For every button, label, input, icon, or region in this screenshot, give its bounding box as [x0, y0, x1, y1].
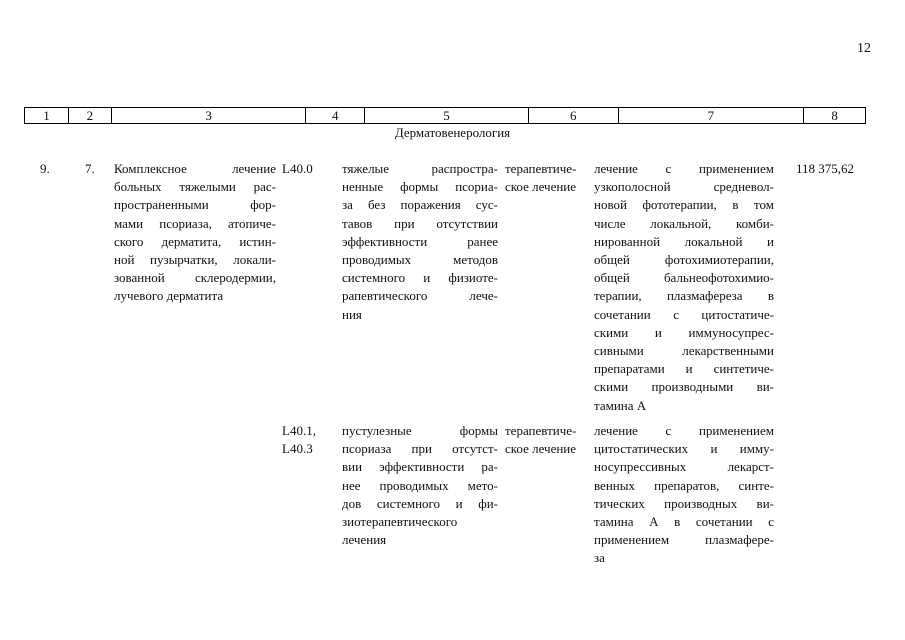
text-line: зиотерапевтического: [342, 514, 458, 530]
text-line: пустулезные формы: [342, 423, 498, 438]
row-number: 9.: [40, 161, 50, 176]
text-line: дов системного и фи-: [342, 495, 498, 511]
text-line: лечение с применением: [594, 161, 774, 176]
treatment-method: [594, 422, 774, 568]
text-line: терапии, плазмафереза в: [594, 288, 774, 304]
text-line: носупрессивных лекарст-: [594, 459, 774, 475]
header-col-5: 5: [365, 108, 529, 123]
text-line: сивными лекарственными: [594, 343, 774, 359]
text-line: тамина А: [594, 397, 647, 413]
text-line: лучевого дерматита: [114, 288, 224, 304]
icd-codes: [282, 422, 316, 458]
icd-code: L40.0: [282, 161, 313, 176]
text-line: нированной локальной и: [594, 233, 774, 249]
text-line: Комплексное лечение: [114, 161, 276, 176]
text-line: за: [594, 550, 605, 566]
header-col-4: 4: [306, 108, 365, 123]
text-line: тавов при отсутствии: [342, 215, 498, 231]
text-line: системного и физиоте-: [342, 270, 498, 286]
treatment-type: [505, 160, 595, 196]
header-col-2: 2: [69, 108, 112, 123]
text-line: рапевтического лече-: [342, 288, 498, 304]
text-line: скими и иммуносупрес-: [594, 324, 774, 340]
header-col-6: 6: [529, 108, 619, 123]
text-line: тических производных ви-: [594, 495, 774, 511]
text-line: ское лечение: [505, 441, 577, 457]
text-line: ния: [342, 306, 362, 322]
treatment-method: [594, 160, 774, 415]
text-line: L40.3: [282, 441, 313, 457]
header-col-3: 3: [112, 108, 307, 123]
text-line: L40.1,: [282, 423, 316, 438]
text-line: препаратами и синтетиче-: [594, 361, 774, 377]
text-line: тяжелые распростра-: [342, 161, 498, 176]
text-line: мами псориаза, атопиче-: [114, 215, 276, 231]
treatment-type: [505, 422, 595, 458]
text-line: терапевтиче-: [505, 161, 577, 176]
text-line: пространенными фор-: [114, 197, 276, 213]
text-line: венных препаратов, синте-: [594, 477, 774, 493]
text-line: псориаза при отсутст-: [342, 441, 498, 457]
text-line: ненные формы псориа-: [342, 179, 498, 195]
text-line: ское лечение: [505, 179, 577, 195]
table-header: [24, 107, 866, 124]
patient-model: [342, 422, 498, 549]
price: 118 375,62: [796, 161, 855, 176]
text-line: вии эффективности ра-: [342, 459, 498, 475]
text-line: больных тяжелыми рас-: [114, 179, 276, 195]
text-line: ной пузырчатки, локали-: [114, 252, 276, 268]
text-line: скими производными ви-: [594, 379, 774, 395]
text-line: общей фотохимиотерапии,: [594, 252, 774, 268]
group-number: 7.: [85, 161, 95, 176]
text-line: применением плазмафере-: [594, 532, 774, 548]
text-line: узкополосной средневол-: [594, 179, 774, 195]
text-line: цитостатических и имму-: [594, 441, 774, 457]
text-line: нее проводимых мето-: [342, 477, 498, 493]
header-col-1: 1: [25, 108, 69, 123]
patient-model: [342, 160, 498, 324]
text-line: проводимых методов: [342, 252, 498, 268]
page-number: 12: [857, 41, 871, 56]
header-col-7: 7: [619, 108, 805, 123]
text-line: числе локальной, комби-: [594, 215, 774, 231]
text-line: терапевтиче-: [505, 423, 577, 438]
text-line: тамина А в сочетании с: [594, 514, 774, 530]
header-col-8: 8: [831, 108, 838, 123]
text-line: лечения: [342, 532, 387, 548]
text-line: новой фототерапии, в том: [594, 197, 774, 213]
text-line: эффективности ранее: [342, 233, 498, 249]
text-line: сочетании с цитостатиче-: [594, 306, 774, 322]
section-title: Дерматовенерология: [394, 125, 511, 140]
treatment-profile: [114, 160, 276, 306]
text-line: общей бальнеофотохимио-: [594, 270, 774, 286]
text-line: за без поражения сус-: [342, 197, 498, 213]
text-line: ского дерматита, истин-: [114, 233, 276, 249]
text-line: зованной склеродермии,: [114, 270, 276, 286]
text-line: лечение с применением: [594, 423, 774, 438]
